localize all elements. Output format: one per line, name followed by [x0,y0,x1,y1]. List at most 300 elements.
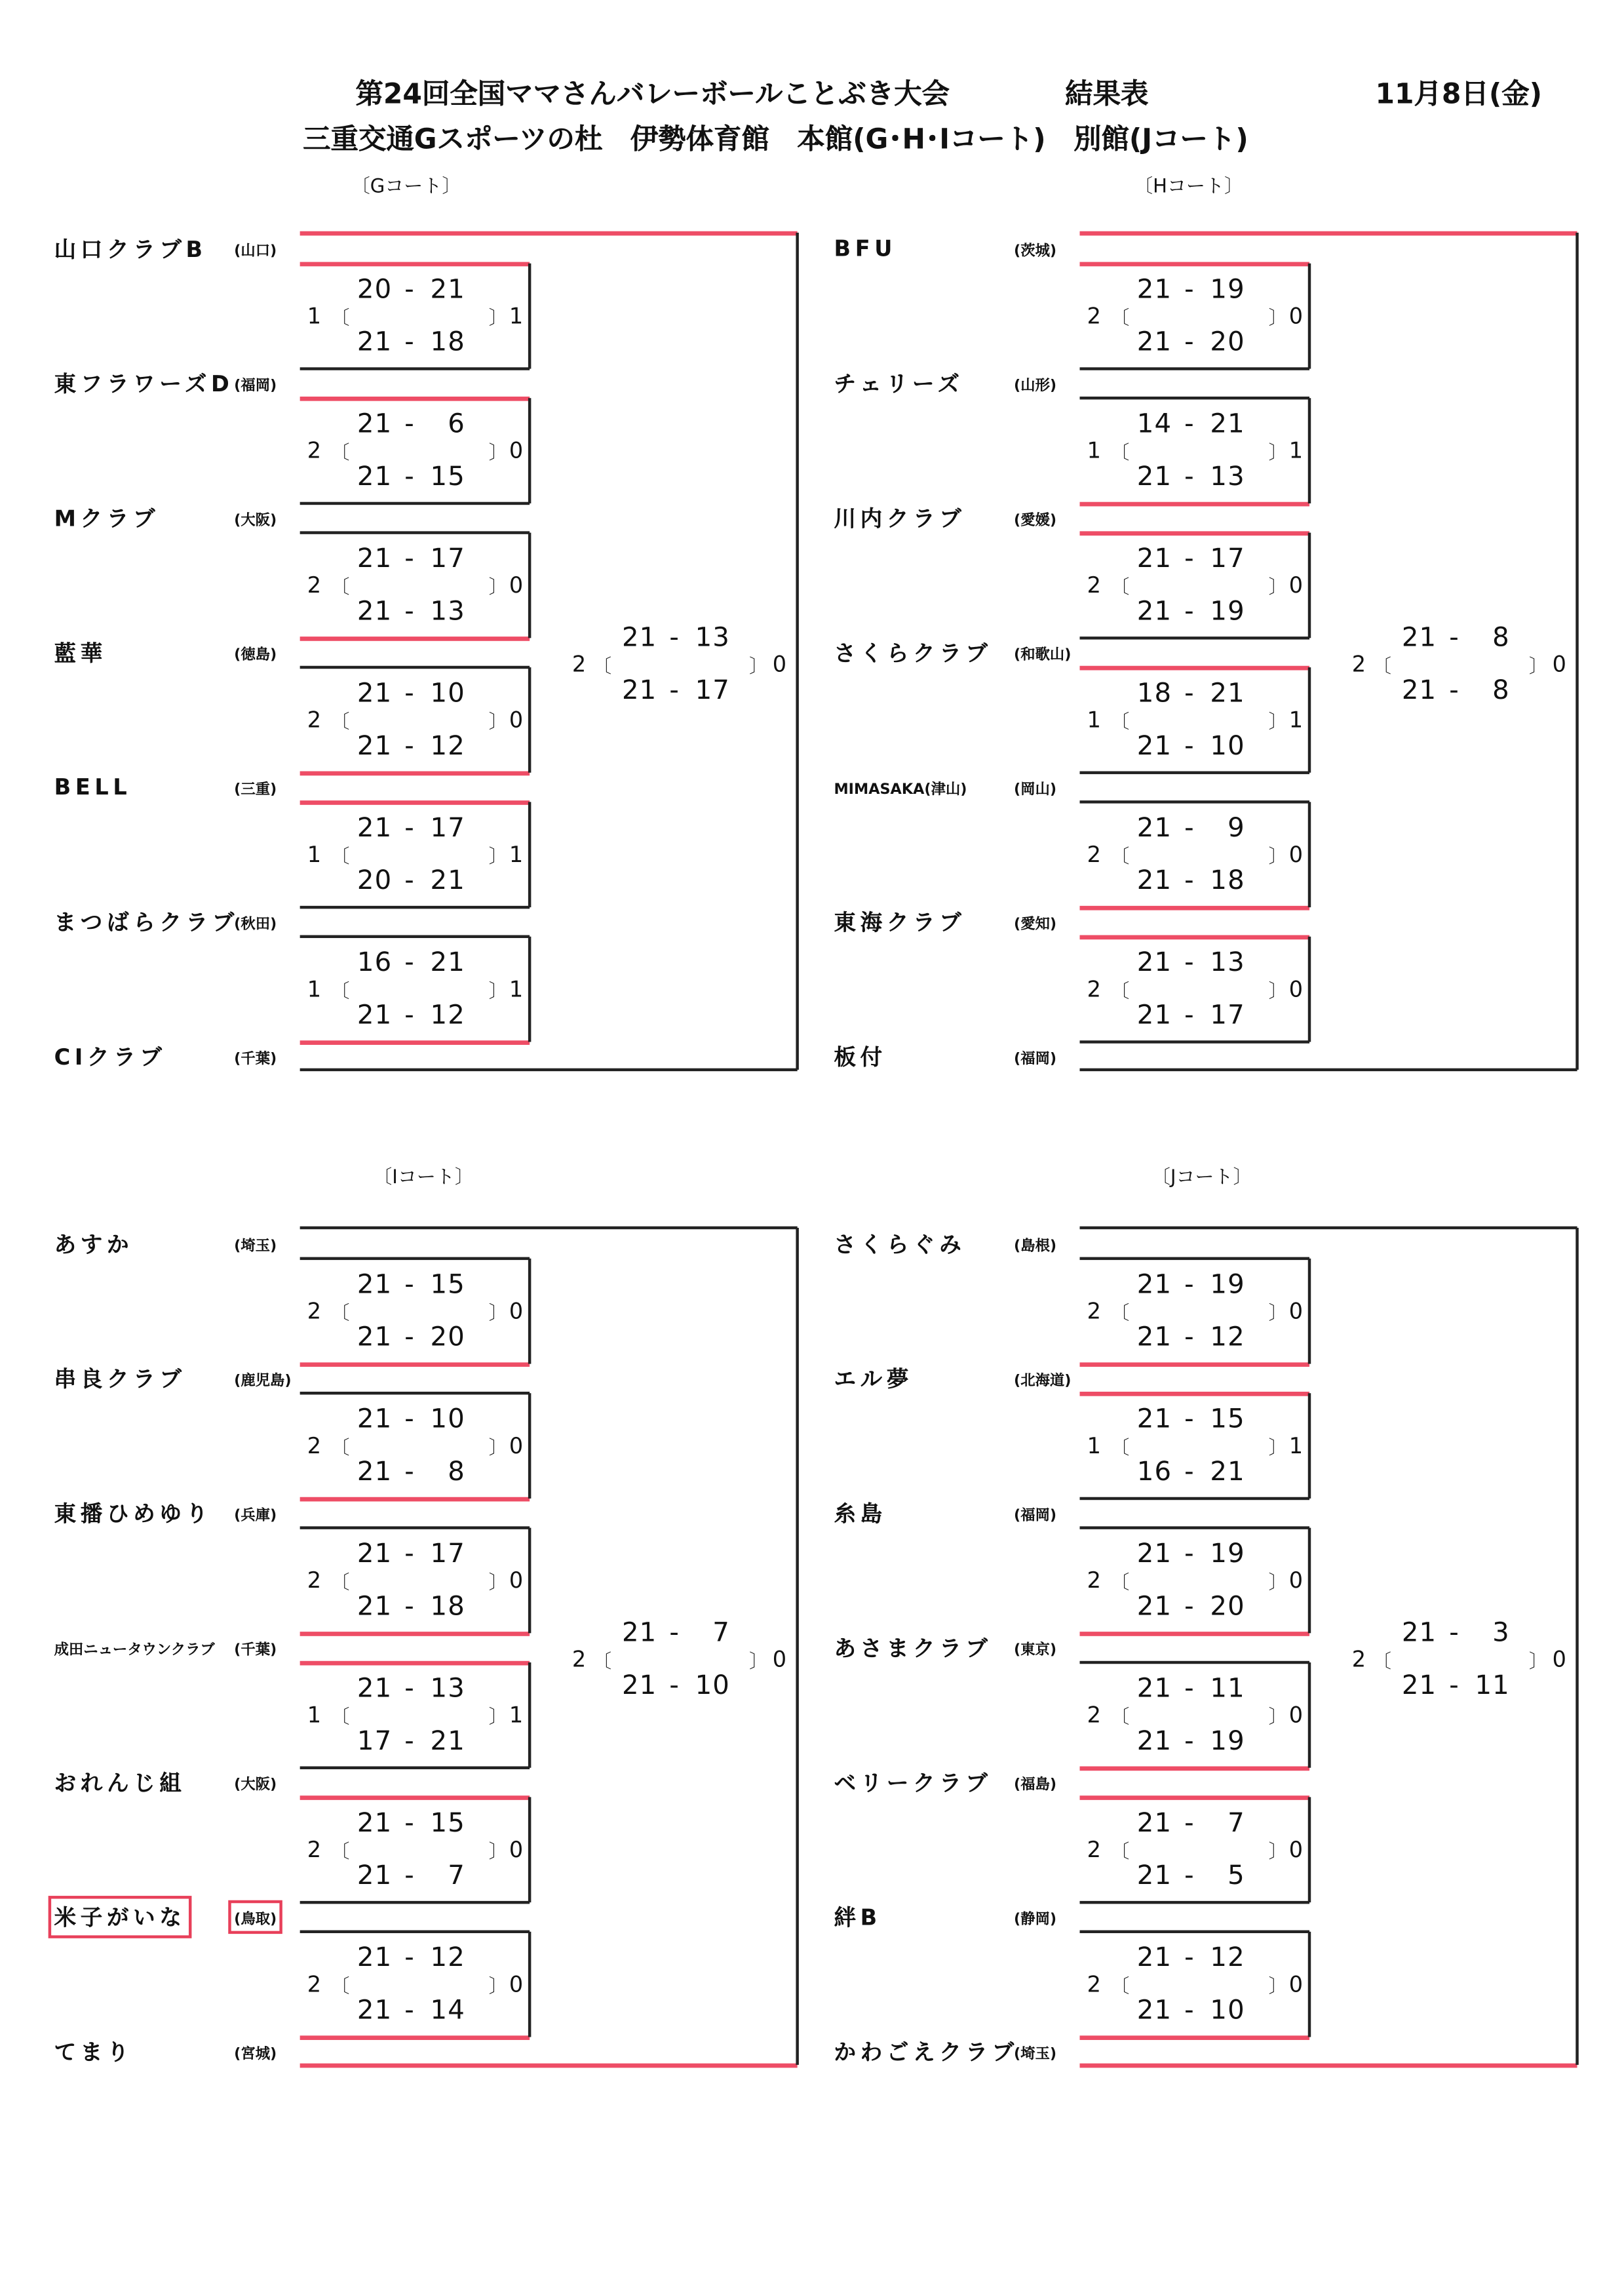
bracket-open: 〔 [592,1651,612,1674]
score-dash: - [1184,1860,1195,1892]
match-line-bottom [300,368,530,370]
team-name: BFU [834,235,897,262]
team-prefecture: (和歌山) [1014,647,1072,664]
score-home: 21 [1136,1860,1172,1892]
team-prefecture: (山形) [1014,378,1057,395]
sets-won-top: 1 [307,303,322,330]
bracket-close: 〕 [748,656,769,678]
final-line-bottom [300,1069,798,1071]
team-name: あすか [54,1231,134,1258]
score-home: 21 [1401,1670,1437,1702]
team-name: 川内クラブ [834,505,966,532]
score-home: 21 [357,1942,393,1974]
final-line-bottom [1080,1069,1577,1071]
set-score-2 [348,597,465,627]
score-home: 20 [357,274,393,305]
score-home: 21 [1136,1000,1172,1031]
sets-won-top: 2 [1087,572,1101,599]
score-home: 21 [357,1269,393,1301]
score-away: 17 [1210,543,1245,575]
score-away: 17 [695,675,730,707]
bracket-open: 〔 [330,712,350,734]
bracket-close: 〕 [1268,1841,1288,1864]
bracket-close: 〕 [1268,1438,1288,1460]
match-line-top [1080,1258,1309,1260]
score-away: 21 [430,1726,465,1757]
match-line-top [1080,665,1309,670]
score-away: 18 [430,1591,465,1622]
bracket-close: 〕 [488,1572,508,1595]
match-line-bottom [1080,501,1309,506]
score-away: 5 [1228,1860,1245,1892]
match-line-top [1080,1527,1309,1529]
bracket-close: 〕 [1528,1651,1548,1674]
sets-won-top: 2 [1087,303,1101,330]
score-home: 21 [357,1403,393,1435]
score-dash: - [404,1539,415,1570]
score-away: 20 [430,1322,465,1353]
score-dash: - [1184,1539,1195,1570]
team-prefecture: (北海道) [1014,1373,1072,1390]
set-score-1 [348,1404,465,1435]
match-line-top [1080,801,1309,803]
bracket-close: 〕 [488,1303,508,1325]
match-line-bottom [1080,1765,1309,1770]
score-home: 21 [357,1995,393,2026]
match-line-bottom [1080,1041,1309,1043]
bracket-line [1309,1393,1311,1499]
score-dash: - [1184,731,1195,762]
bracket-line [529,802,531,907]
score-home: 21 [1136,865,1172,897]
bracket-line [1309,1528,1311,1634]
score-home: 21 [357,1322,393,1353]
team-prefecture: (大阪) [234,513,277,530]
final-set-score-2 [1393,675,1510,706]
score-dash: - [404,326,415,358]
sets-won-top: 2 [307,1971,322,1998]
bracket-open: 〔 [330,1841,350,1864]
match-line-top [300,532,530,534]
bracket-open: 〔 [330,1303,350,1325]
score-dash: - [1184,543,1195,575]
tournament-title: 第24回全国ママさんバレーボールことぶき大会 [355,78,950,111]
score-dash: - [1184,1403,1195,1435]
bracket-line [1309,1797,1311,1902]
score-dash: - [1184,1673,1195,1704]
match-line-top [300,1258,530,1260]
bracket-close: 〕 [488,577,508,600]
score-dash: - [1449,1670,1460,1702]
set-score-1 [348,947,465,978]
score-dash: - [1184,1726,1195,1757]
score-home: 21 [357,408,393,440]
team-prefecture: (三重) [234,782,277,798]
bracket-line [796,1228,798,2065]
final-sets-won-top: 2 [571,1646,587,1673]
bracket-open: 〔 [330,1976,350,1999]
score-dash: - [1184,1591,1195,1622]
set-score-1 [1128,1539,1245,1569]
bracket-close: 〕 [748,1651,769,1674]
bracket-close: 〕 [488,981,508,1004]
set-score-1 [348,813,465,844]
match-line-bottom [1080,2035,1309,2039]
score-home: 21 [357,596,393,627]
sets-won-bottom: 0 [509,1971,524,1998]
score-dash: - [404,1591,415,1622]
sets-won-top: 2 [307,437,322,464]
score-dash: - [404,1403,415,1435]
score-dash: - [404,596,415,627]
score-home: 21 [357,461,393,493]
bracket-close: 〕 [488,1707,508,1729]
score-home: 21 [357,731,393,762]
bracket-close: 〕 [1268,1707,1288,1729]
score-away: 17 [430,813,465,844]
match-line-bottom [1080,772,1309,774]
team-name: まつばらクラブ [54,909,239,936]
match-line-bottom [300,2035,530,2039]
sets-won-bottom: 1 [1288,707,1304,734]
match-line-top [1080,1391,1309,1396]
bracket-open: 〔 [1110,577,1130,600]
bracket-close: 〕 [1268,442,1288,465]
score-home: 21 [621,622,657,654]
match-line-bottom [300,503,530,505]
team-prefecture: (千葉) [234,1051,277,1068]
final-line-bottom [300,2063,798,2068]
team-prefecture: (兵庫) [234,1508,277,1525]
score-away: 21 [430,865,465,897]
sets-won-top: 2 [1087,1567,1101,1594]
set-score-2 [1128,865,1245,896]
sets-won-top: 1 [1087,1432,1101,1459]
sets-won-bottom: 0 [1288,1298,1304,1325]
match-line-bottom [300,1767,530,1769]
final-set-score-1 [613,623,730,654]
score-dash: - [404,1808,415,1839]
score-dash: - [404,1673,415,1704]
score-dash: - [1449,1617,1460,1649]
score-dash: - [1184,1322,1195,1353]
score-away: 13 [1210,461,1245,493]
team-name: Mクラブ [54,505,160,532]
score-home: 17 [357,1726,393,1757]
score-away: 19 [1210,596,1245,627]
set-score-2 [1128,1457,1245,1487]
score-home: 21 [1136,813,1172,844]
set-score-1 [348,275,465,305]
score-home: 21 [1136,1995,1172,2026]
team-prefecture: (愛媛) [1014,513,1057,530]
venue: 三重交通Gスポーツの杜 伊勢体育館 本館(G･H･Iコート) 別館(Jコート) [303,123,1248,156]
score-dash: - [404,813,415,844]
match-line-top [300,396,530,401]
score-dash: - [1449,675,1460,707]
team-prefecture: (徳島) [234,647,277,664]
score-away: 10 [1210,1995,1245,2026]
score-home: 21 [1136,543,1172,575]
final-line-top [300,231,798,235]
set-score-2 [348,1726,465,1757]
team-prefecture: (岡山) [1014,782,1057,798]
match-line-bottom [300,907,530,909]
score-away: 7 [1228,1808,1245,1839]
final-set-score-2 [1393,1670,1510,1701]
team-prefecture: (福島) [1014,1777,1057,1794]
final-line-bottom [1080,2063,1577,2068]
bracket-line [1309,802,1311,907]
bracket-line [1576,1228,1578,2065]
sets-won-bottom: 1 [509,841,524,868]
score-home: 21 [357,1860,393,1892]
final-set-score-2 [613,1670,730,1701]
score-dash: - [1184,1457,1195,1488]
score-away: 15 [1210,1403,1245,1435]
score-dash: - [1184,1942,1195,1974]
team-name: 絆B [834,1904,881,1931]
sets-won-bottom: 0 [1288,572,1304,599]
set-score-1 [348,409,465,440]
bracket-close: 〕 [488,846,508,869]
score-home: 16 [357,947,393,979]
sets-won-bottom: 0 [509,1298,524,1325]
score-dash: - [1184,678,1195,709]
final-sets-won-top: 2 [1351,651,1366,678]
final-set-score-1 [613,1618,730,1649]
match-line-bottom [1080,1902,1309,1904]
court-label: 〔Iコート〕 [373,1167,474,1189]
score-away: 13 [430,1673,465,1704]
team-prefecture: (宮城) [234,2047,277,2063]
sets-won-top: 2 [307,572,322,599]
bracket-line [529,1932,531,2037]
score-home: 21 [1136,596,1172,627]
score-away: 20 [1210,326,1245,358]
set-score-2 [1128,597,1245,627]
bracket-line [1309,533,1311,638]
bracket-line [1309,937,1311,1042]
team-name: 山口クラブB [54,236,207,263]
bracket-line [1309,667,1311,773]
bracket-line [796,233,798,1070]
score-away: 10 [695,1670,730,1702]
score-dash: - [669,1670,680,1702]
score-dash: - [404,947,415,979]
bracket-line [529,533,531,638]
sets-won-top: 2 [307,707,322,734]
bracket-close: 〕 [488,712,508,734]
team-name: 糸島 [834,1501,887,1527]
score-dash: - [1184,865,1195,897]
score-dash: - [1184,1808,1195,1839]
match-line-top [300,1660,530,1665]
score-away: 11 [1475,1670,1510,1702]
score-dash: - [669,622,680,654]
set-score-1 [1128,1943,1245,1974]
sets-won-bottom: 0 [509,1567,524,1594]
team-name: BELL [54,774,132,801]
final-sets-won-top: 2 [1351,1646,1366,1673]
score-dash: - [669,1617,680,1649]
team-prefecture: (鳥取) [234,1906,277,1928]
bracket-open: 〔 [330,307,350,330]
set-score-2 [1128,1860,1245,1891]
team-name: CIクラブ [54,1044,166,1071]
score-dash: - [404,1995,415,2026]
team-name: MIMASAKA(津山) [834,782,967,798]
bracket-line [1309,264,1311,369]
set-score-1 [348,1943,465,1974]
score-dash: - [1184,1995,1195,2026]
match-line-top [300,800,530,804]
score-away: 18 [1210,865,1245,897]
bracket-open: 〔 [330,1438,350,1460]
match-line-bottom [300,1362,530,1366]
results-label: 結果表 [1065,78,1149,111]
set-score-2 [348,1592,465,1622]
match-line-bottom [1080,1362,1309,1366]
set-score-1 [348,1539,465,1569]
team-name: かわごえクラブ [834,2039,1018,2066]
score-away: 8 [448,1457,465,1488]
sets-won-bottom: 1 [1288,1432,1304,1459]
set-score-2 [348,1860,465,1891]
team-prefecture: (福岡) [1014,1051,1057,1068]
score-away: 19 [1210,1539,1245,1570]
score-home: 21 [357,1808,393,1839]
match-line-bottom [300,1902,530,1904]
score-away: 7 [448,1860,465,1892]
score-home: 21 [1136,1726,1172,1757]
sets-won-top: 1 [307,976,322,1003]
team-name: てまり [54,2039,134,2066]
bracket-line [529,398,531,503]
team-name: あさまクラブ [834,1635,992,1662]
bracket-line [529,667,531,773]
bracket-close: 〕 [1268,712,1288,734]
score-dash: - [1184,947,1195,979]
sets-won-top: 1 [307,1702,322,1729]
set-score-2 [348,731,465,762]
score-dash: - [1184,408,1195,440]
team-prefecture: (愛知) [1014,916,1057,933]
score-away: 19 [1210,274,1245,305]
final-line-top [1080,231,1577,235]
bracket-line [529,264,531,369]
bracket-line [1576,233,1578,1070]
bracket-line [1309,1259,1311,1364]
match-line-top [1080,397,1309,399]
bracket-open: 〔 [1110,712,1130,734]
match-line-bottom [1080,637,1309,639]
sets-won-top: 2 [1087,976,1101,1003]
score-home: 21 [1401,622,1437,654]
score-away: 18 [430,326,465,358]
match-line-top [300,1392,530,1394]
bracket-close: 〕 [1268,307,1288,330]
bracket-open: 〔 [1110,1572,1130,1595]
score-dash: - [404,543,415,575]
set-score-1 [348,1270,465,1301]
team-prefecture: (山口) [234,243,277,260]
bracket-close: 〕 [488,1841,508,1864]
score-home: 21 [357,1457,393,1488]
score-home: 21 [1136,1322,1172,1353]
score-away: 6 [448,408,465,440]
score-dash: - [404,1726,415,1757]
set-score-2 [348,1995,465,2026]
score-away: 12 [430,1000,465,1031]
score-home: 21 [357,326,393,358]
sets-won-bottom: 0 [1288,1567,1304,1594]
court-label: 〔Gコート〕 [351,176,461,199]
team-name: 藍華 [54,640,107,667]
score-dash: - [1184,596,1195,627]
team-prefecture: (鹿児島) [234,1373,292,1390]
set-score-2 [1128,461,1245,492]
match-line-top [300,1795,530,1799]
match-line-bottom [1080,368,1309,370]
team-name: 板付 [834,1044,887,1071]
bracket-line [1309,1932,1311,2037]
bracket-open: 〔 [1110,1841,1130,1864]
sets-won-bottom: 0 [509,572,524,599]
score-home: 21 [1136,1942,1172,1974]
set-score-1 [348,1674,465,1704]
score-away: 19 [1210,1269,1245,1301]
score-home: 21 [357,543,393,575]
score-home: 21 [357,1000,393,1031]
sets-won-top: 2 [307,1836,322,1863]
sets-won-top: 2 [307,1298,322,1325]
score-home: 21 [1136,1269,1172,1301]
team-name: おれんじ組 [54,1770,186,1797]
sets-won-bottom: 0 [509,1432,524,1459]
score-dash: - [404,1000,415,1031]
bracket-open: 〔 [592,656,612,678]
bracket-open: 〔 [330,442,350,465]
bracket-open: 〔 [1372,656,1392,678]
sets-won-top: 2 [307,1432,322,1459]
sets-won-top: 2 [1087,1702,1101,1729]
set-score-1 [1128,543,1245,574]
set-score-1 [1128,409,1245,440]
team-prefecture: (大阪) [234,1777,277,1794]
final-set-score-1 [1393,623,1510,654]
team-prefecture: (埼玉) [1014,2047,1057,2063]
score-away: 12 [1210,1322,1245,1353]
sets-won-bottom: 0 [1288,1702,1304,1729]
final-sets-won-top: 2 [571,651,587,678]
set-score-2 [348,1322,465,1353]
match-line-top [1080,1931,1309,1932]
match-line-bottom [1080,1498,1309,1500]
team-prefecture: (福岡) [234,378,277,395]
score-away: 21 [430,947,465,979]
bracket-open: 〔 [1110,442,1130,465]
team-name: さくらクラブ [834,640,992,667]
match-line-top [1080,530,1309,535]
score-away: 8 [1492,622,1510,654]
team-name: 東播ひめゆり [54,1501,212,1527]
score-home: 16 [1136,1457,1172,1488]
final-line-top [1080,1227,1577,1229]
match-line-bottom [300,1631,530,1636]
set-score-1 [348,543,465,574]
score-away: 8 [1492,675,1510,707]
